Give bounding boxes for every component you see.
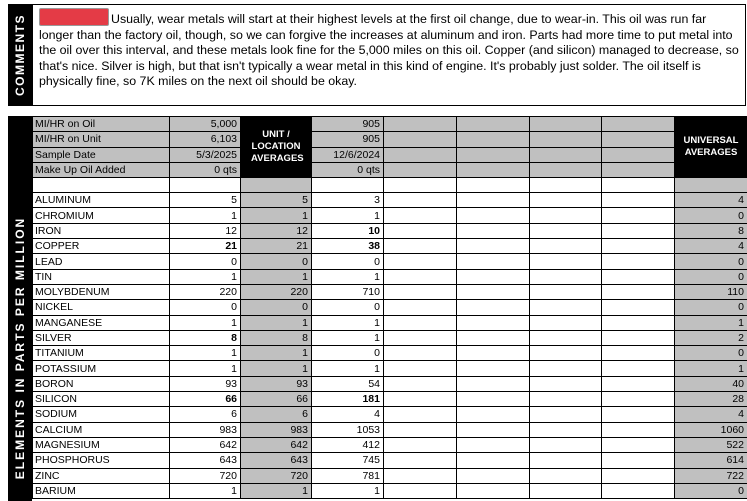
element-universal-average: 4: [675, 407, 747, 422]
element-row: [33, 392, 747, 407]
header-row-label: Make Up Oil Added: [33, 162, 170, 177]
results-table: [32, 116, 747, 499]
element-sample-1: 220: [170, 284, 241, 299]
element-universal-average: 0: [675, 300, 747, 315]
element-sample-1: 0: [170, 254, 241, 269]
empty-sample-cell: [457, 162, 530, 177]
elements-side-label: [8, 116, 32, 501]
element-row: [33, 483, 747, 498]
empty-sample-cell: [457, 284, 530, 299]
spacer-cell: [241, 178, 312, 193]
element-sample-2: 745: [312, 453, 384, 468]
element-unit-average: 1: [241, 315, 312, 330]
element-sample-1: 12: [170, 223, 241, 238]
element-sample-2: 1: [312, 330, 384, 345]
empty-sample-cell: [384, 422, 457, 437]
element-sample-1: 1: [170, 315, 241, 330]
empty-sample-cell: [457, 117, 530, 132]
element-sample-1: 720: [170, 468, 241, 483]
sample-2-value: 905: [312, 117, 384, 132]
spacer-cell: [457, 178, 530, 193]
empty-sample-cell: [530, 269, 602, 284]
empty-sample-cell: [384, 346, 457, 361]
element-universal-average: 28: [675, 392, 747, 407]
spacer-cell: [675, 178, 747, 193]
empty-sample-cell: [384, 453, 457, 468]
empty-sample-cell: [602, 117, 675, 132]
empty-sample-cell: [457, 468, 530, 483]
spacer-cell: [33, 178, 170, 193]
element-unit-average: 0: [241, 300, 312, 315]
element-universal-average: 0: [675, 483, 747, 498]
empty-sample-cell: [384, 483, 457, 498]
empty-sample-cell: [602, 254, 675, 269]
element-name: TIN: [33, 269, 170, 284]
spacer-cell: [384, 178, 457, 193]
empty-sample-cell: [602, 315, 675, 330]
empty-sample-cell: [530, 208, 602, 223]
element-unit-average: 720: [241, 468, 312, 483]
element-sample-2: 1053: [312, 422, 384, 437]
element-sample-1: 66: [170, 392, 241, 407]
empty-sample-cell: [530, 330, 602, 345]
element-unit-average: 66: [241, 392, 312, 407]
element-sample-2: 0: [312, 254, 384, 269]
empty-sample-cell: [602, 208, 675, 223]
element-universal-average: 1: [675, 315, 747, 330]
element-row: [33, 223, 747, 238]
element-unit-average: 642: [241, 437, 312, 452]
elements-side-label-text: ELEMENTS IN PARTS PER MILLION: [13, 216, 27, 480]
element-sample-2: 781: [312, 468, 384, 483]
element-name: MOLYBDENUM: [33, 284, 170, 299]
element-universal-average: 1: [675, 361, 747, 376]
empty-sample-cell: [384, 300, 457, 315]
spacer-cell: [312, 178, 384, 193]
empty-sample-cell: [457, 376, 530, 391]
element-universal-average: 0: [675, 346, 747, 361]
empty-sample-cell: [602, 132, 675, 147]
element-sample-2: 3: [312, 193, 384, 208]
empty-sample-cell: [457, 132, 530, 147]
element-universal-average: 110: [675, 284, 747, 299]
empty-sample-cell: [457, 147, 530, 162]
element-sample-2: 1: [312, 315, 384, 330]
empty-sample-cell: [384, 269, 457, 284]
comments-label: [8, 4, 32, 106]
element-row: [33, 300, 747, 315]
spacer-cell: [530, 178, 602, 193]
header-row: [33, 147, 747, 162]
empty-sample-cell: [384, 208, 457, 223]
element-unit-average: 1: [241, 361, 312, 376]
sample-1-value: 5/3/2025: [170, 147, 241, 162]
empty-sample-cell: [602, 300, 675, 315]
empty-sample-cell: [602, 147, 675, 162]
empty-sample-cell: [602, 346, 675, 361]
element-name: ALUMINUM: [33, 193, 170, 208]
empty-sample-cell: [530, 162, 602, 177]
element-sample-2: 1: [312, 483, 384, 498]
empty-sample-cell: [530, 239, 602, 254]
element-row: [33, 468, 747, 483]
element-name: IRON: [33, 223, 170, 238]
element-unit-average: 0: [241, 254, 312, 269]
element-unit-average: 1: [241, 483, 312, 498]
element-sample-1: 642: [170, 437, 241, 452]
element-name: COPPER: [33, 239, 170, 254]
element-row: [33, 193, 747, 208]
empty-sample-cell: [384, 407, 457, 422]
element-unit-average: 6: [241, 407, 312, 422]
empty-sample-cell: [530, 453, 602, 468]
empty-sample-cell: [457, 300, 530, 315]
empty-sample-cell: [602, 223, 675, 238]
empty-sample-cell: [384, 315, 457, 330]
element-row: [33, 346, 747, 361]
element-unit-average: 1: [241, 346, 312, 361]
empty-sample-cell: [602, 162, 675, 177]
element-name: MANGANESE: [33, 315, 170, 330]
element-universal-average: 4: [675, 239, 747, 254]
element-name: CALCIUM: [33, 422, 170, 437]
element-name: CHROMIUM: [33, 208, 170, 223]
empty-sample-cell: [384, 239, 457, 254]
empty-sample-cell: [530, 376, 602, 391]
header-row: [33, 132, 747, 147]
element-row: [33, 254, 747, 269]
element-unit-average: 12: [241, 223, 312, 238]
element-row: [33, 407, 747, 422]
element-universal-average: 0: [675, 208, 747, 223]
element-sample-1: 0: [170, 300, 241, 315]
element-sample-1: 21: [170, 239, 241, 254]
element-sample-1: 8: [170, 330, 241, 345]
empty-sample-cell: [602, 193, 675, 208]
element-name: PHOSPHORUS: [33, 453, 170, 468]
comments-label-text: COMMENTS: [13, 14, 27, 96]
empty-sample-cell: [530, 223, 602, 238]
empty-sample-cell: [602, 422, 675, 437]
empty-sample-cell: [457, 330, 530, 345]
empty-sample-cell: [457, 239, 530, 254]
empty-sample-cell: [457, 254, 530, 269]
element-name: SILICON: [33, 392, 170, 407]
element-sample-2: 0: [312, 346, 384, 361]
element-row: [33, 284, 747, 299]
empty-sample-cell: [602, 392, 675, 407]
empty-sample-cell: [384, 468, 457, 483]
empty-sample-cell: [457, 193, 530, 208]
sample-2-value: 905: [312, 132, 384, 147]
empty-sample-cell: [530, 300, 602, 315]
element-name: BORON: [33, 376, 170, 391]
spacer-cell: [170, 178, 241, 193]
universal-averages-header: UNIVERSAL AVERAGES: [675, 117, 747, 178]
element-unit-average: 1: [241, 269, 312, 284]
element-row: [33, 239, 747, 254]
element-sample-2: 54: [312, 376, 384, 391]
unit-location-averages-header: UNIT / LOCATION AVERAGES: [241, 117, 312, 178]
empty-sample-cell: [530, 437, 602, 452]
element-sample-1: 643: [170, 453, 241, 468]
element-name: ZINC: [33, 468, 170, 483]
empty-sample-cell: [384, 132, 457, 147]
comments-box: [32, 4, 746, 106]
empty-sample-cell: [530, 468, 602, 483]
element-unit-average: 1: [241, 208, 312, 223]
empty-sample-cell: [457, 223, 530, 238]
empty-sample-cell: [530, 193, 602, 208]
element-universal-average: 1060: [675, 422, 747, 437]
empty-sample-cell: [530, 407, 602, 422]
redacted-name: [39, 8, 109, 26]
empty-sample-cell: [384, 193, 457, 208]
element-sample-2: 1: [312, 269, 384, 284]
empty-sample-cell: [384, 284, 457, 299]
element-sample-1: 1: [170, 269, 241, 284]
element-universal-average: 8: [675, 223, 747, 238]
element-sample-2: 710: [312, 284, 384, 299]
empty-sample-cell: [457, 269, 530, 284]
empty-sample-cell: [530, 346, 602, 361]
element-sample-2: 412: [312, 437, 384, 452]
element-unit-average: 8: [241, 330, 312, 345]
empty-sample-cell: [457, 392, 530, 407]
element-row: [33, 422, 747, 437]
element-unit-average: 93: [241, 376, 312, 391]
empty-sample-cell: [530, 315, 602, 330]
element-name: BARIUM: [33, 483, 170, 498]
sample-2-value: 12/6/2024: [312, 147, 384, 162]
element-row: [33, 315, 747, 330]
empty-sample-cell: [384, 361, 457, 376]
empty-sample-cell: [457, 346, 530, 361]
empty-sample-cell: [384, 223, 457, 238]
element-name: SODIUM: [33, 407, 170, 422]
element-sample-2: 38: [312, 239, 384, 254]
empty-sample-cell: [530, 132, 602, 147]
element-name: NICKEL: [33, 300, 170, 315]
results-grid: [32, 116, 747, 501]
element-name: LEAD: [33, 254, 170, 269]
empty-sample-cell: [384, 437, 457, 452]
empty-sample-cell: [530, 254, 602, 269]
element-name: TITANIUM: [33, 346, 170, 361]
element-universal-average: 0: [675, 269, 747, 284]
empty-sample-cell: [457, 208, 530, 223]
element-row: [33, 208, 747, 223]
empty-sample-cell: [602, 483, 675, 498]
element-universal-average: 722: [675, 468, 747, 483]
empty-sample-cell: [384, 330, 457, 345]
header-row-label: MI/HR on Unit: [33, 132, 170, 147]
element-unit-average: 220: [241, 284, 312, 299]
element-name: MAGNESIUM: [33, 437, 170, 452]
element-sample-1: 983: [170, 422, 241, 437]
empty-sample-cell: [602, 468, 675, 483]
empty-sample-cell: [602, 407, 675, 422]
empty-sample-cell: [384, 254, 457, 269]
element-sample-1: 6: [170, 407, 241, 422]
empty-sample-cell: [457, 437, 530, 452]
empty-sample-cell: [602, 239, 675, 254]
empty-sample-cell: [530, 117, 602, 132]
spacer-cell: [602, 178, 675, 193]
header-row-label: MI/HR on Oil: [33, 117, 170, 132]
element-universal-average: 614: [675, 453, 747, 468]
sample-1-value: 6,103: [170, 132, 241, 147]
empty-sample-cell: [530, 392, 602, 407]
empty-sample-cell: [384, 376, 457, 391]
header-row: [33, 162, 747, 177]
sample-1-value: 5,000: [170, 117, 241, 132]
empty-sample-cell: [602, 437, 675, 452]
empty-sample-cell: [602, 361, 675, 376]
element-sample-1: 5: [170, 193, 241, 208]
empty-sample-cell: [384, 117, 457, 132]
element-universal-average: 0: [675, 254, 747, 269]
element-row: [33, 376, 747, 391]
empty-sample-cell: [457, 315, 530, 330]
empty-sample-cell: [384, 392, 457, 407]
element-sample-1: 1: [170, 208, 241, 223]
element-sample-1: 1: [170, 361, 241, 376]
empty-sample-cell: [602, 269, 675, 284]
element-unit-average: 5: [241, 193, 312, 208]
header-row: [33, 117, 747, 132]
element-sample-1: 1: [170, 483, 241, 498]
empty-sample-cell: [602, 330, 675, 345]
element-sample-2: 1: [312, 208, 384, 223]
element-unit-average: 21: [241, 239, 312, 254]
element-universal-average: 522: [675, 437, 747, 452]
element-unit-average: 983: [241, 422, 312, 437]
element-universal-average: 2: [675, 330, 747, 345]
element-sample-2: 181: [312, 392, 384, 407]
header-row-label: Sample Date: [33, 147, 170, 162]
empty-sample-cell: [457, 422, 530, 437]
comments-text: Usually, wear metals will start at their highest levels at the first oil change, due to wear-in. This oil was run far longer than the factory oil, though, so we can forgive the increases at aluminum and iron. Parts had more time to put metal into the oil over this interval, and these metals look fine for the 5,000 miles on this oil. Copper (and silicon) managed to decrease, so that's nice. Silver is high, but that isn't typically a wear metal in this kind of engine. It's probably just solder. The oil itself is physically fine, so 7K miles on the next oil should be okay.: [39, 12, 739, 89]
empty-sample-cell: [384, 162, 457, 177]
element-name: SILVER: [33, 330, 170, 345]
element-universal-average: 4: [675, 193, 747, 208]
element-sample-2: 1: [312, 361, 384, 376]
spacer-row: [33, 178, 747, 193]
empty-sample-cell: [530, 483, 602, 498]
empty-sample-cell: [457, 453, 530, 468]
element-sample-2: 4: [312, 407, 384, 422]
empty-sample-cell: [457, 361, 530, 376]
element-name: POTASSIUM: [33, 361, 170, 376]
element-row: [33, 361, 747, 376]
element-sample-1: 93: [170, 376, 241, 391]
element-sample-2: 10: [312, 223, 384, 238]
empty-sample-cell: [384, 147, 457, 162]
element-row: [33, 330, 747, 345]
empty-sample-cell: [602, 453, 675, 468]
element-sample-1: 1: [170, 346, 241, 361]
element-row: [33, 437, 747, 452]
empty-sample-cell: [530, 422, 602, 437]
element-universal-average: 40: [675, 376, 747, 391]
element-sample-2: 0: [312, 300, 384, 315]
empty-sample-cell: [530, 284, 602, 299]
empty-sample-cell: [602, 376, 675, 391]
empty-sample-cell: [530, 361, 602, 376]
empty-sample-cell: [530, 147, 602, 162]
sample-1-value: 0 qts: [170, 162, 241, 177]
empty-sample-cell: [602, 284, 675, 299]
empty-sample-cell: [457, 483, 530, 498]
element-unit-average: 643: [241, 453, 312, 468]
sample-2-value: 0 qts: [312, 162, 384, 177]
element-row: [33, 453, 747, 468]
element-row: [33, 269, 747, 284]
empty-sample-cell: [457, 407, 530, 422]
